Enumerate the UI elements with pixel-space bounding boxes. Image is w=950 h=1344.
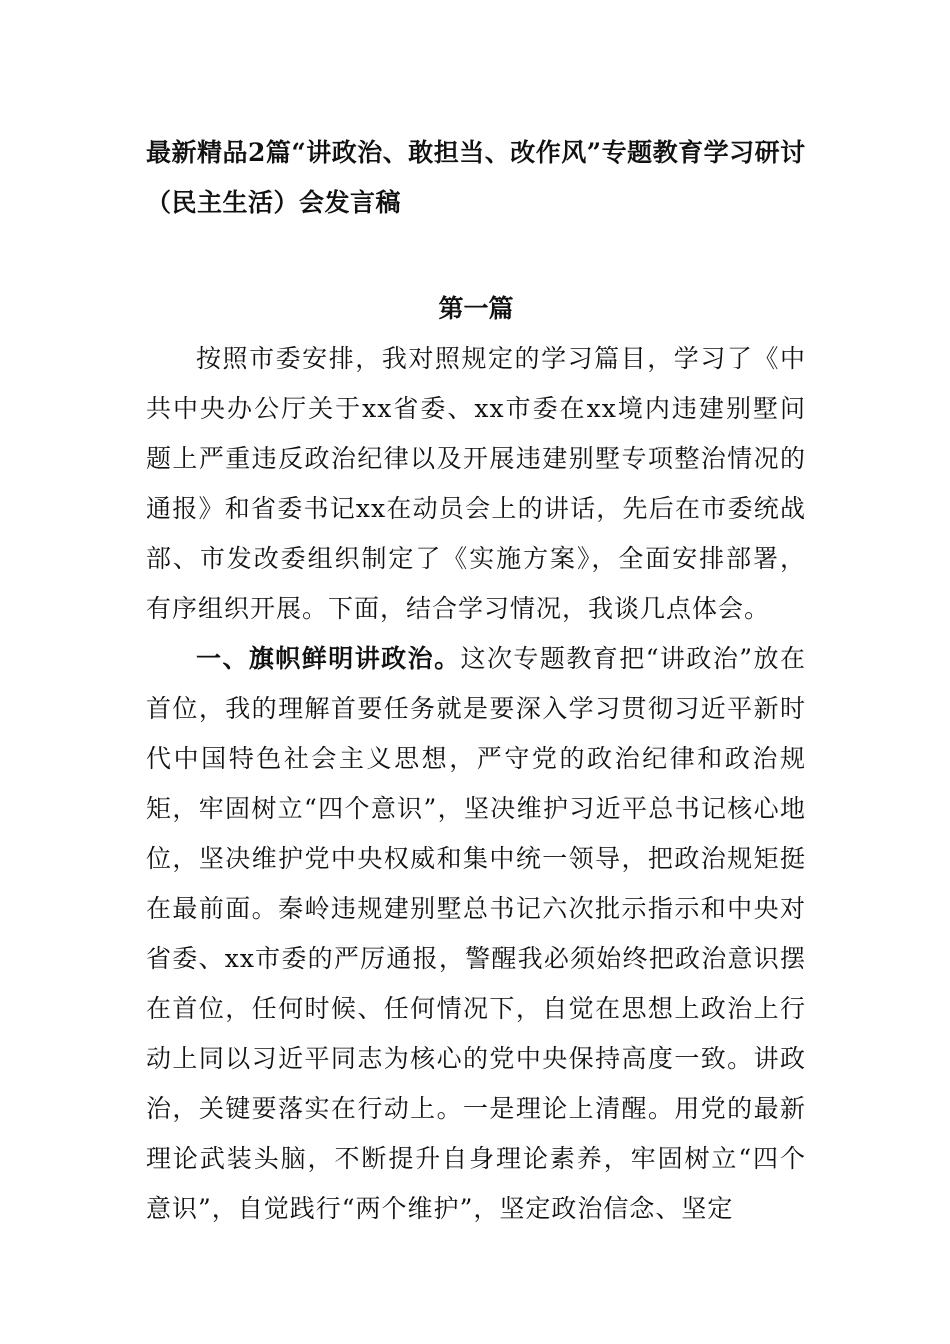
paragraph-intro: 按照市委安排，我对照规定的学习篇目，学习了《中共中央办公厅关于xx省委、xx市委在xx境内违建别墅问题上严重违反政治纪律以及开展违建别墅专项整治情况的通报》和省委书记xx在动员会上的讲话，先后在市委统战部、市发改委组织制定了《实施方案》，全面安排部署，有序组织开展。下面，结合学习情况，我谈几点体会。 [146, 344, 806, 623]
document-title: 最新精品2篇“讲政治、敢担当、改作风”专题教育学习研讨（民主生活）会发言稿 [146, 138, 806, 217]
section-heading: 第一篇 [438, 294, 514, 323]
paragraph-body: 这次专题教育把“讲政治”放在首位，我的理解首要任务就是要深入学习贯彻习近平新时代中国特色社会主义思想，严守党的政治纪律和政治规矩，牢固树立“四个意识”，坚决维护习近平总书记核心地位，坚决维护党中央权威和集中统一领导，把政治规矩挺在最前面。秦岭违规建别墅总书记六次批示指示和中央对省委、xx市委的严厉通报，警醒我必须始终把政治意识摆在首位，任何时候、任何情况下，自觉在思想上政治上行动上同以习近平同志为核心的党中央保持高度一致。讲政治，关键要落实在行动上。一是理论上清醒。用党的最新理论武装头脑，不断提升自身理论素养，牢固树立“四个意识”，自觉践行“两个维护”，坚定政治信念、坚定 [146, 644, 806, 1223]
document-page [146, 128, 806, 1234]
paragraph-politics [146, 634, 806, 1234]
paragraph-lead-heading: 一、旗帜鲜明讲政治。 [196, 644, 461, 673]
